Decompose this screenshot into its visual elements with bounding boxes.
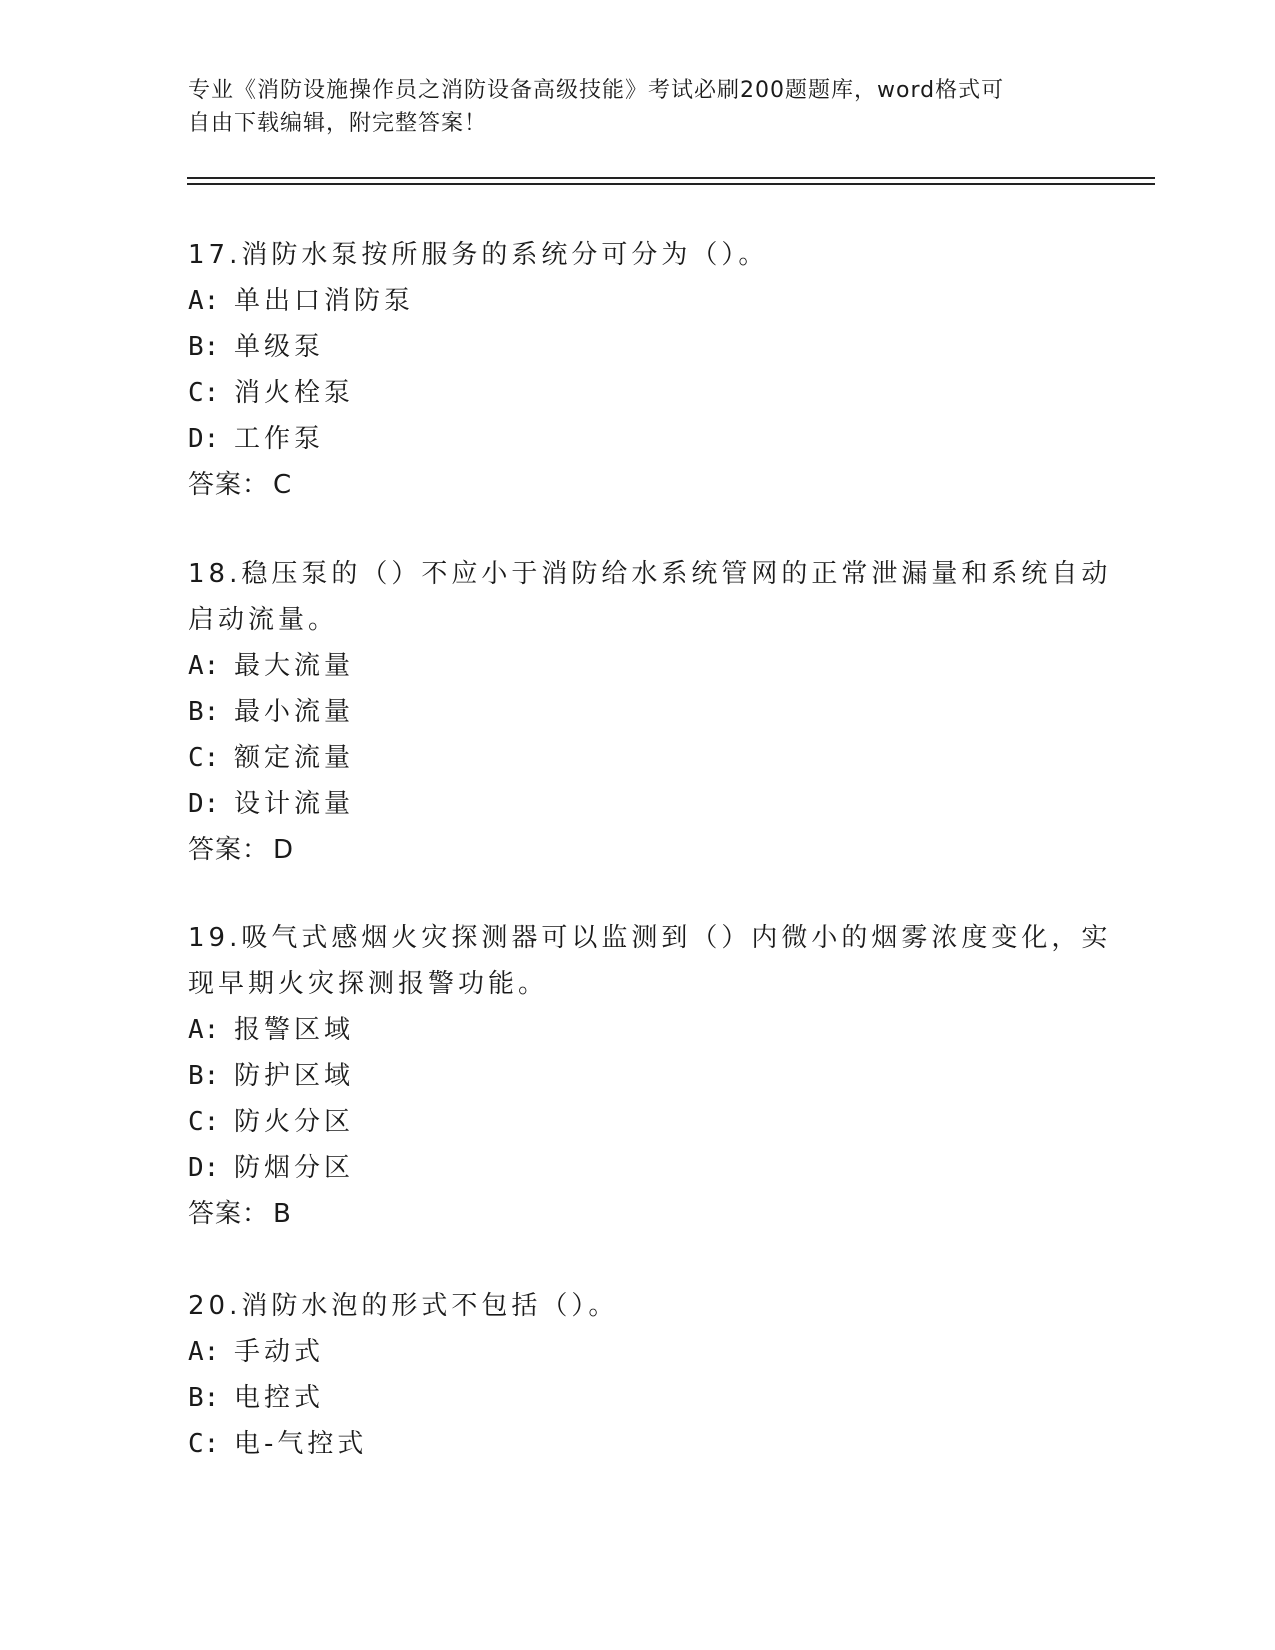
option-text: 电控式 (234, 1383, 325, 1413)
answer-value: B (273, 1199, 292, 1229)
option-text: 电-气控式 (234, 1429, 368, 1459)
option-text: 防火分区 (234, 1107, 355, 1137)
header-divider-top (187, 177, 1155, 179)
option-text: 防护区域 (234, 1061, 355, 1091)
question-stem (188, 1283, 1088, 1329)
option-text: 单级泵 (234, 332, 325, 362)
option-a (188, 1329, 1088, 1375)
option-d (188, 1145, 1088, 1191)
answer-line (188, 827, 1088, 873)
question-stem-line: 启动流量。 (188, 605, 339, 635)
option-text: 额定流量 (234, 743, 355, 773)
question-17 (188, 232, 1088, 508)
question-stem (188, 232, 1088, 278)
option-letter: A: (188, 651, 220, 681)
answer-line (188, 1191, 1088, 1237)
option-text: 消火栓泵 (234, 378, 355, 408)
question-stem-line: 18.稳压泵的（）不应小于消防给水系统管网的正常泄漏量和系统自动 (188, 559, 1112, 589)
option-b (188, 689, 1088, 735)
question-stem (188, 915, 1112, 1007)
option-letter: C: (188, 378, 220, 408)
option-letter: C: (188, 1429, 220, 1459)
answer-line (188, 462, 1088, 508)
option-letter: C: (188, 1107, 220, 1137)
option-d (188, 781, 1088, 827)
option-letter: A: (188, 1015, 220, 1045)
option-a (188, 278, 1088, 324)
answer-label: 答案： (188, 1199, 270, 1229)
option-letter: B: (188, 697, 220, 727)
answer-value: D (273, 835, 295, 865)
option-text: 设计流量 (234, 789, 355, 819)
option-letter: B: (188, 1061, 220, 1091)
option-letter: A: (188, 286, 220, 316)
answer-value: C (273, 470, 293, 500)
question-stem-line: 现早期火灾探测报警功能。 (188, 969, 549, 999)
option-b (188, 324, 1088, 370)
question-stem (188, 551, 1112, 643)
option-letter: C: (188, 743, 220, 773)
option-text: 最大流量 (234, 651, 355, 681)
option-b (188, 1053, 1088, 1099)
option-a (188, 1007, 1088, 1053)
header-divider-bottom (187, 183, 1155, 185)
option-letter: B: (188, 1383, 220, 1413)
option-letter: A: (188, 1337, 220, 1367)
option-b (188, 1375, 1088, 1421)
option-letter: D: (188, 424, 220, 454)
option-text: 单出口消防泵 (234, 286, 415, 316)
question-stem-line: 20.消防水泡的形式不包括（）。 (188, 1291, 619, 1321)
option-text: 报警区域 (234, 1015, 355, 1045)
header-line-2: 自由下载编辑，附完整答案！ (188, 111, 488, 136)
option-text: 最小流量 (234, 697, 355, 727)
answer-label: 答案： (188, 470, 270, 500)
question-20 (188, 1283, 1088, 1467)
option-letter: D: (188, 789, 220, 819)
option-letter: B: (188, 332, 220, 362)
document-header (188, 74, 1088, 140)
option-text: 防烟分区 (234, 1153, 355, 1183)
option-d (188, 416, 1088, 462)
option-c (188, 735, 1088, 781)
header-line-1: 专业《消防设施操作员之消防设备高级技能》考试必刷200题题库，word格式可 (188, 78, 1005, 103)
option-c (188, 1099, 1088, 1145)
answer-label: 答案： (188, 835, 270, 865)
option-a (188, 643, 1088, 689)
option-c (188, 370, 1088, 416)
option-c (188, 1421, 1088, 1467)
option-text: 工作泵 (234, 424, 325, 454)
question-18 (188, 551, 1112, 873)
option-text: 手动式 (234, 1337, 325, 1367)
question-stem-line: 19.吸气式感烟火灾探测器可以监测到（）内微小的烟雾浓度变化，实 (188, 923, 1112, 953)
option-letter: D: (188, 1153, 220, 1183)
question-19 (188, 915, 1112, 1237)
question-stem-line: 17.消防水泵按所服务的系统分可分为（）。 (188, 240, 769, 270)
